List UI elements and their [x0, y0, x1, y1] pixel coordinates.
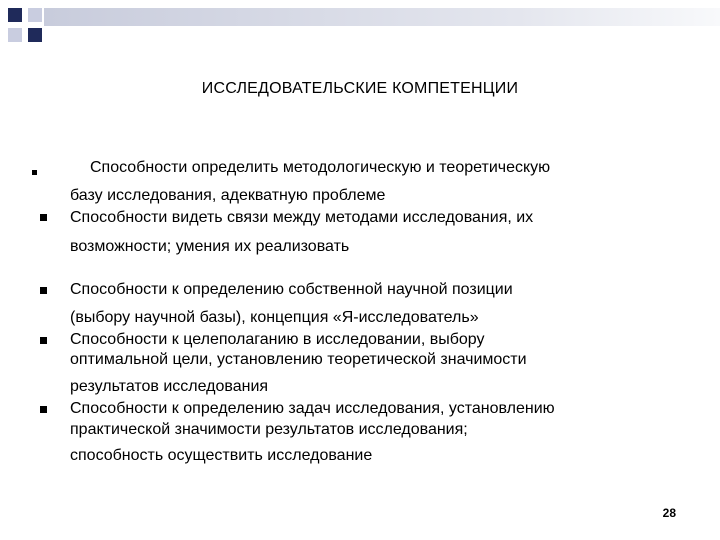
bullet-marker [40, 287, 47, 294]
list-item-text: практической значимости результатов исследования; [70, 421, 468, 438]
list-item-text: (выбору научной базы), концепция «Я-исследователь» [70, 309, 479, 326]
slide-title: ИССЛЕДОВАТЕЛЬСКИЕ КОМПЕТЕНЦИИ [201, 80, 519, 97]
list-item-text: Способности определить методологическую и теоретическую [90, 159, 551, 176]
header-decoration [0, 0, 720, 48]
bullet-marker [40, 337, 47, 344]
list-item-text: Способности к определению собственной научной позиции [70, 281, 513, 298]
list-item-text: результатов исследования [70, 378, 269, 395]
list-item-text: Способности к определению задач исследования, установлению [70, 400, 555, 417]
list-item-text: возможности; умения их реализовать [70, 238, 350, 255]
list-item-text: Способности к целеполаганию в исследовании, выбору [70, 331, 485, 348]
bullet-marker [40, 406, 47, 413]
bullet-marker [32, 170, 37, 175]
bullet-marker [40, 214, 47, 221]
list-item-text: способность осуществить исследование [70, 447, 373, 464]
list-item-text: Способности видеть связи между методами исследования, их [70, 209, 534, 226]
list-item-text: базу исследования, адекватную проблеме [70, 187, 386, 204]
list-item-text: оптимальной цели, установлению теоретической значимости [70, 351, 527, 368]
page-number: 28 [662, 506, 676, 520]
